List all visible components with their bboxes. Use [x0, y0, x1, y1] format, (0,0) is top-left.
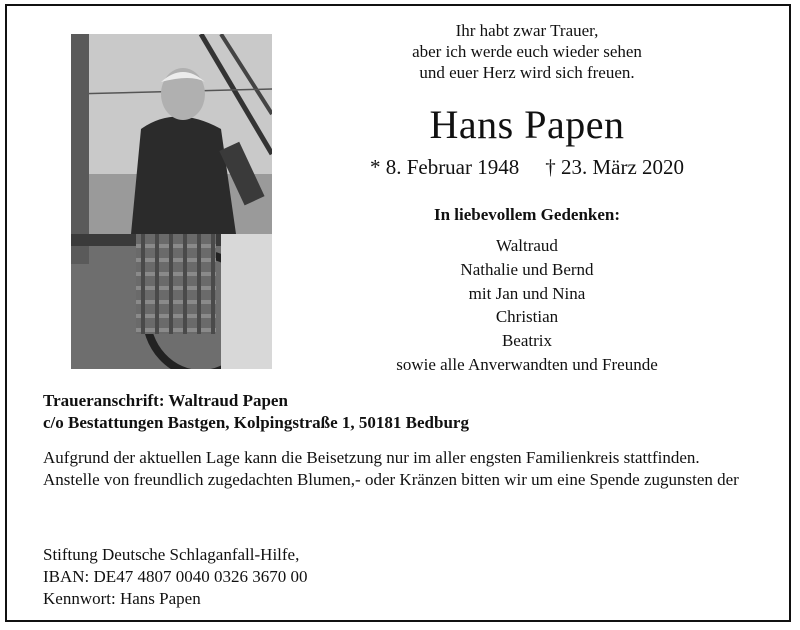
poem-line: und euer Herz wird sich freuen.: [419, 63, 635, 82]
family-member: Christian: [495, 307, 559, 327]
memorial-heading: In liebevollem Gedenken:: [433, 205, 621, 224]
family-list: [337, 234, 717, 377]
poem-line: aber ich werde euch wieder sehen: [412, 42, 642, 61]
family-member: sowie alle Anverwandten und Freunde: [396, 354, 658, 374]
life-dates: [337, 154, 717, 180]
address-line: c/o Bestattungen Bastgen, Kolpingstraße 1, 50181 Bedburg: [43, 413, 469, 432]
notice-body: [43, 447, 761, 491]
body-paragraph: Aufgrund der aktuellen Lage kann die Beisetzung nur im aller engsten Familienkreis stattfinden.: [43, 448, 700, 467]
family-member: Beatrix: [501, 331, 553, 351]
portrait-photo: [71, 34, 272, 369]
family-member: Nathalie und Bernd: [460, 259, 594, 279]
body-paragraph: Anstelle von freundlich zugedachten Blumen,- oder Kränzen bitten wir um eine Spende zugunsten der: [43, 470, 739, 489]
poem: [337, 20, 717, 83]
deceased-name: Hans Papen: [429, 102, 625, 147]
donation-info: [43, 544, 643, 610]
obituary-notice: [5, 4, 791, 622]
address-line: Traueranschrift: Waltraud Papen: [43, 391, 288, 410]
family-member: Waltraud: [496, 236, 558, 255]
poem-line: Ihr habt zwar Trauer,: [455, 21, 599, 40]
death-date: † 23. März 2020: [545, 155, 685, 179]
donation-line: Kennwort: Hans Papen: [43, 589, 201, 608]
family-member: mit Jan und Nina: [468, 283, 586, 303]
birth-date: * 8. Februar 1948: [369, 155, 520, 179]
donation-line: Stiftung Deutsche Schlaganfall-Hilfe,: [43, 545, 300, 564]
mourning-address: [43, 390, 763, 434]
donation-line: IBAN: DE47 4807 0040 0326 3670 00: [43, 567, 308, 586]
